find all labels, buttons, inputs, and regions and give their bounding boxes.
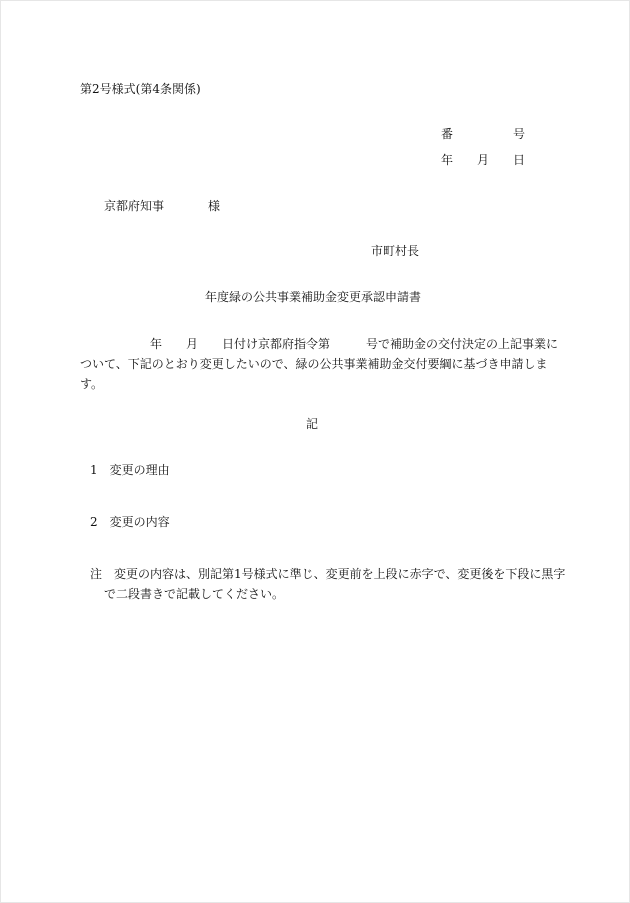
note xyxy=(90,564,566,604)
addressee-honorific: 様 xyxy=(208,199,221,213)
number-suffix: 号 xyxy=(513,127,526,141)
form-label: 第2号様式(第4条関係) xyxy=(80,82,201,96)
addressee: 京都府知事 xyxy=(104,199,165,213)
note-marker: 注 xyxy=(90,567,103,581)
date-month: 月 xyxy=(477,153,490,167)
number-label: 番 xyxy=(441,127,454,141)
item-change-content xyxy=(90,514,170,530)
note-line-2: で二段書きで記載してください。 xyxy=(104,587,285,601)
date-year: 年 xyxy=(441,153,454,167)
item-label: 変更の内容 xyxy=(109,515,170,529)
body-year: 年 xyxy=(150,337,163,351)
date-day: 日 xyxy=(513,153,526,167)
item-label: 変更の理由 xyxy=(109,463,170,477)
item-number: 1 xyxy=(90,463,98,477)
body-decision: 号で補助金の交付決定の上記事業に xyxy=(366,337,559,351)
ki-heading: 記 xyxy=(306,417,319,431)
body-line-1 xyxy=(80,334,559,354)
body-date-ref: 日付け京都府指令第 xyxy=(222,337,331,351)
item-number: 2 xyxy=(90,515,98,529)
note-line-1 xyxy=(90,564,566,584)
body-line-2: ついて、下記のとおり変更したいので、緑の公共事業補助金交付要綱に基づき申請しま xyxy=(80,357,548,371)
document-title: 年度緑の公共事業補助金変更承認申請書 xyxy=(205,290,422,304)
body-month: 月 xyxy=(186,337,199,351)
sender: 市町村長 xyxy=(371,244,420,258)
item-change-reason xyxy=(90,462,170,478)
body-paragraph xyxy=(80,334,559,394)
note-text-1: 変更の内容は、別記第1号様式に準じ、変更前を上段に赤字で、変更後を下段に黒字 xyxy=(114,567,566,581)
body-line-3: す。 xyxy=(80,377,104,391)
